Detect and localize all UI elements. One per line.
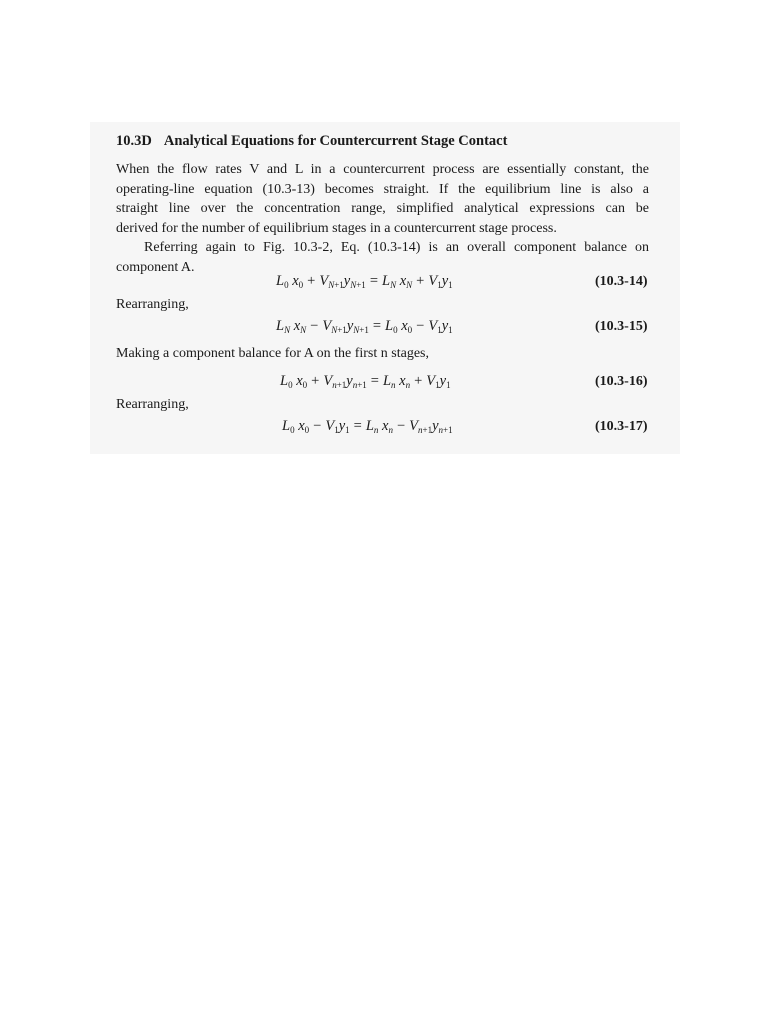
equation-10-3-15: $L_N$ $x_N - V_{N+1}y_{N+1} = L_0$ $x_0 - V_1y_1$ (276, 318, 453, 335)
paragraph-line: Referring again to Fig. 10.3-2, Eq. (10.3-14) is an overall component balance on (144, 240, 649, 255)
paragraph-line: When the flow rates V and L in a countercurrent process are essentially constant, the (116, 162, 649, 177)
equation-number: (10.3-17) (595, 419, 648, 434)
paragraph-line: derived for the number of equilibrium stages in a countercurrent stage process. (116, 220, 557, 236)
paragraph-line: straight line over the concentration range, simplified analytical expressions can be (116, 201, 649, 216)
paragraph-line: component A. (116, 259, 195, 275)
equation-10-3-16: $L_0$ $x_0 + V_{n+1}y_{n+1} = L_n$ $x_n + V_1y_1$ (280, 373, 451, 390)
section-title: Analytical Equations for Countercurrent Stage Contact (163, 133, 508, 149)
paragraph-line: operating-line equation (10.3-13) becomes straight. If the equilibrium line is also a (116, 181, 649, 197)
label-rearranging: Rearranging, (116, 297, 189, 312)
equation-10-3-17: $L_0$ $x_0 - V_1y_1 = L_n$ $x_n - V_{n+1}y_{n+1}$ (282, 418, 453, 435)
equation-number: (10.3-15) (595, 319, 648, 334)
equation-number: (10.3-16) (595, 374, 648, 389)
paragraph-referring (116, 238, 649, 277)
equation-number: (10.3-14) (595, 274, 648, 289)
equation-10-3-14: $L_0$ $x_0 + V_{N+1}y_{N+1} = L_N$ $x_N + V_1y_1$ (276, 273, 453, 290)
label-rearranging: Rearranging, (116, 397, 189, 412)
paragraph-intro (116, 160, 649, 238)
section-number: 10.3D (116, 133, 152, 149)
label-component-balance: Making a component balance for A on the first n stages, (116, 346, 429, 361)
section-heading (116, 133, 507, 150)
